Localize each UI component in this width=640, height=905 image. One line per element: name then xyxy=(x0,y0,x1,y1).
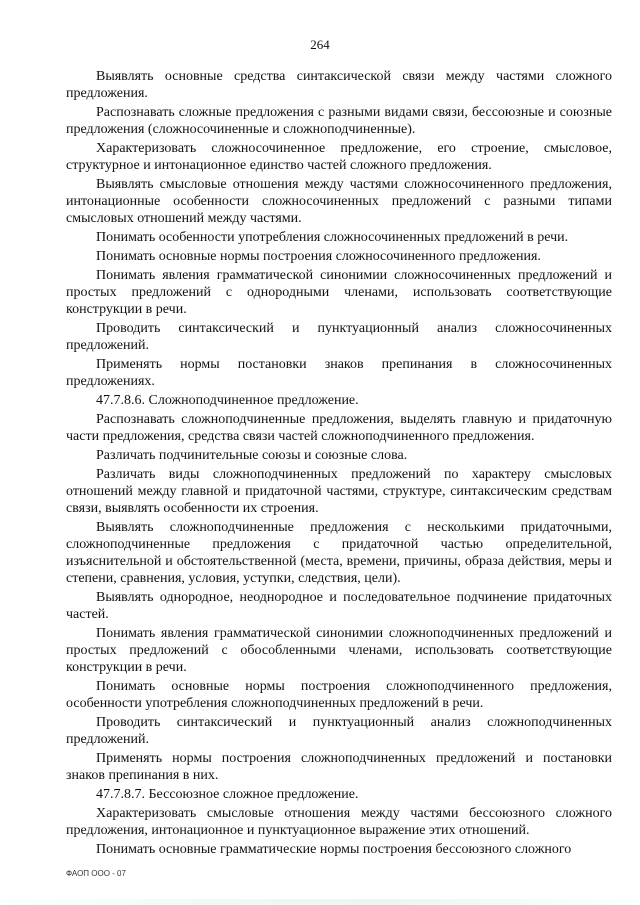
paragraph: Применять нормы постановки знаков препинания в сложносочиненных предложениях. xyxy=(66,357,612,389)
paragraph: Выявлять основные средства синтаксической связи между частями сложного предложения. xyxy=(66,69,612,101)
section-heading: 47.7.8.7. Бессоюзное сложное предложение. xyxy=(96,787,359,802)
paragraph: Проводить синтаксический и пунктуационный анализ сложноподчиненных предложений. xyxy=(66,715,612,747)
document-body xyxy=(66,68,612,860)
paragraph: Понимать основные нормы построения сложноподчиненного предложения, особенности употребления сложноподчиненных предложений в речи. xyxy=(66,679,612,711)
paragraph: Характеризовать смысловые отношения между частями бессоюзного сложного предложения, интонационное и пунктуационное выражение этих отношений. xyxy=(66,806,612,838)
paragraph: Выявлять сложноподчиненные предложения с несколькими придаточными, сложноподчиненные предложения с придаточной частью определительной, изъяснительной и обстоятельственной (места, времени, причины, образа действия, меры и степени, сравнения, условия, уступки, следствия, цели). xyxy=(66,520,612,586)
paragraph: Характеризовать сложносочиненное предложение, его строение, смысловое, структурное и интонационное единство частей сложного предложения. xyxy=(66,141,612,173)
paragraph: Распознавать сложноподчиненные предложения, выделять главную и придаточную части предложения, средства связи частей сложноподчиненного предложения. xyxy=(66,412,612,444)
paragraph: Проводить синтаксический и пунктуационный анализ сложносочиненных предложений. xyxy=(66,321,612,353)
footer-document-code: ФАОП ООО - 07 xyxy=(66,869,126,878)
scan-edge xyxy=(0,899,640,905)
paragraph: Понимать основные нормы построения сложносочиненного предложения. xyxy=(96,249,541,264)
paragraph: Понимать особенности употребления сложносочиненных предложений в речи. xyxy=(96,230,569,245)
page-number: 264 xyxy=(310,37,330,52)
paragraph: Понимать основные грамматические нормы построения бессоюзного сложного xyxy=(96,842,572,857)
paragraph: Понимать явления грамматической синонимии сложносочиненных предложений и простых предложений с однородными членами, использовать соответствующие конструкции в речи. xyxy=(66,268,612,317)
section-heading: 47.7.8.6. Сложноподчиненное предложение. xyxy=(96,393,359,408)
paragraph: Применять нормы построения сложноподчиненных предложений и постановки знаков препинания в них. xyxy=(66,751,612,783)
paragraph: Распознавать сложные предложения с разными видами связи, бессоюзные и союзные предложения (сложносочиненные и сложноподчиненные). xyxy=(66,105,612,137)
paragraph: Понимать явления грамматической синонимии сложноподчиненных предложений и простых предложений с обособленными членами, использовать соответствующие конструкции в речи. xyxy=(66,626,612,675)
paragraph: Различать подчинительные союзы и союзные слова. xyxy=(96,448,408,463)
paragraph: Выявлять однородное, неоднородное и последовательное подчинение придаточных частей. xyxy=(66,590,612,622)
paragraph: Различать виды сложноподчиненных предложений по характеру смысловых отношений между главной и придаточной частями, структуре, синтаксическим средствам связи, выявлять особенности их строения. xyxy=(66,467,612,516)
paragraph: Выявлять смысловые отношения между частями сложносочиненного предложения, интонационные особенности сложносочиненных предложений с разными типами смысловых отношений между частями. xyxy=(66,177,612,226)
